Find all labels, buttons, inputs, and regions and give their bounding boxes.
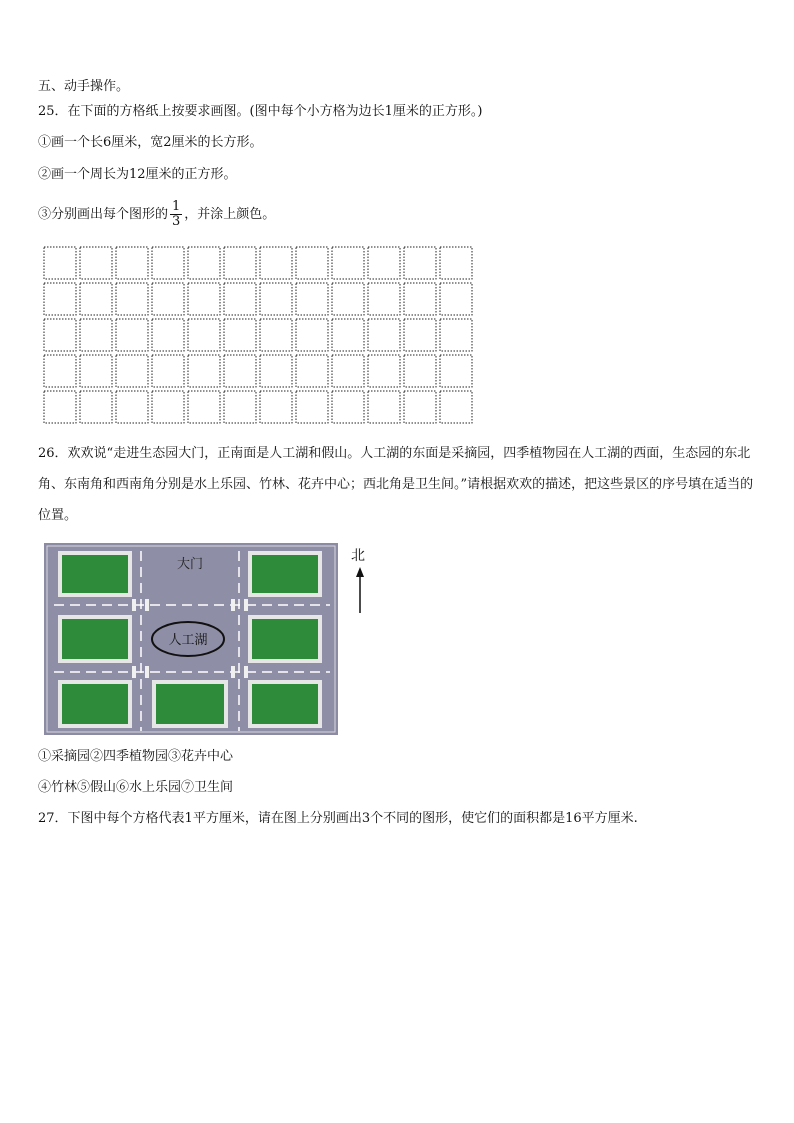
grid-cell[interactable]: [332, 319, 364, 351]
grid-cell[interactable]: [188, 283, 220, 315]
grid-cell[interactable]: [80, 247, 112, 279]
plot-southwest: [58, 680, 132, 728]
grid-cell[interactable]: [116, 319, 148, 351]
plot-southeast: [248, 680, 322, 728]
grid-cell[interactable]: [152, 355, 184, 387]
one-third-fraction: [170, 200, 182, 229]
grid-cell[interactable]: [260, 355, 292, 387]
grid-cell[interactable]: [224, 319, 256, 351]
q25-item-3-before: ③分别画出每个图形的: [38, 207, 169, 222]
grid-cell[interactable]: [116, 283, 148, 315]
grid-cell[interactable]: [368, 247, 400, 279]
grid-cell[interactable]: [440, 355, 472, 387]
grid-cell[interactable]: [296, 355, 328, 387]
grid-cell[interactable]: [152, 391, 184, 423]
section-title: 五、动手操作。: [38, 79, 130, 94]
q26-options-2: ④竹林⑤假山⑥水上乐园⑦卫生间: [38, 780, 234, 795]
grid-cell[interactable]: [152, 283, 184, 315]
q25-item-1: ①画一个长6厘米，宽2厘米的长方形。: [38, 135, 263, 150]
eco-park-map: [44, 543, 338, 735]
gate-label: 大门: [176, 557, 204, 572]
grid-cell[interactable]: [152, 319, 184, 351]
lake-label: 人工湖: [168, 633, 208, 648]
q25-stem: 25．在下面的方格纸上按要求画图。(图中每个小方格为边长1厘米的正方形。): [38, 104, 483, 119]
grid-cell[interactable]: [296, 283, 328, 315]
grid-cell[interactable]: [188, 319, 220, 351]
grid-cell[interactable]: [44, 391, 76, 423]
grid-cell[interactable]: [368, 283, 400, 315]
grid-cell[interactable]: [296, 391, 328, 423]
grid-cell[interactable]: [80, 391, 112, 423]
north-arrow-head: [356, 567, 364, 577]
grid-cell[interactable]: [44, 319, 76, 351]
grid-cell[interactable]: [188, 355, 220, 387]
grid-cell[interactable]: [440, 283, 472, 315]
plot-northeast: [248, 551, 322, 597]
grid-cell[interactable]: [224, 355, 256, 387]
grid-cell[interactable]: [260, 283, 292, 315]
grid-cell[interactable]: [260, 391, 292, 423]
grid-cell[interactable]: [44, 355, 76, 387]
grid-cell[interactable]: [404, 319, 436, 351]
grid-cell[interactable]: [332, 355, 364, 387]
grid-cell[interactable]: [116, 391, 148, 423]
grid-cell[interactable]: [116, 355, 148, 387]
grid-cell[interactable]: [440, 247, 472, 279]
grid-cell[interactable]: [188, 247, 220, 279]
north-label: 北: [351, 548, 365, 564]
grid-cell[interactable]: [440, 391, 472, 423]
grid-cell[interactable]: [404, 391, 436, 423]
q26-options-1: ①采摘园②四季植物园③花卉中心: [38, 749, 234, 764]
plot-east: [248, 615, 322, 663]
q25-item-3: [38, 200, 275, 230]
fraction-denominator: 3: [172, 214, 181, 229]
grid-cell[interactable]: [44, 283, 76, 315]
grid-cell[interactable]: [80, 319, 112, 351]
grid-cell[interactable]: [188, 391, 220, 423]
grid-cell[interactable]: [44, 247, 76, 279]
grid-cell[interactable]: [440, 319, 472, 351]
grid-cell[interactable]: [404, 247, 436, 279]
plot-south: [152, 680, 228, 728]
fraction-numerator: 1: [172, 199, 181, 214]
q25-item-2: ②画一个周长为12厘米的正方形。: [38, 167, 237, 182]
grid-cell[interactable]: [404, 355, 436, 387]
grid-cell[interactable]: [224, 391, 256, 423]
plot-west: [58, 615, 132, 663]
grid-cell[interactable]: [224, 283, 256, 315]
north-arrow: [346, 545, 374, 615]
grid-cell[interactable]: [116, 247, 148, 279]
grid-cell[interactable]: [368, 391, 400, 423]
grid-cell[interactable]: [260, 319, 292, 351]
plot-northwest: [58, 551, 132, 597]
q25-item-3-after: ，并涂上颜色。: [184, 207, 276, 222]
grid-cell[interactable]: [224, 247, 256, 279]
grid-cell[interactable]: [80, 283, 112, 315]
grid-cell[interactable]: [260, 247, 292, 279]
grid-cell[interactable]: [332, 247, 364, 279]
grid-cell[interactable]: [152, 247, 184, 279]
grid-cell[interactable]: [368, 319, 400, 351]
grid-cell[interactable]: [332, 283, 364, 315]
square-grid-paper[interactable]: [43, 246, 475, 426]
grid-cell[interactable]: [332, 391, 364, 423]
q26-text: 26．欢欢说“走进生态园大门，正南面是人工湖和假山。人工湖的东面是采摘园，四季植物园在人工湖的西面，生态园的东北角、东南角和西南角分别是水上乐园、竹林、花卉中心；西北角是卫生间。”请根据欢欢的描述，把这些景区的序号填在适当的位置。: [38, 446, 754, 523]
grid-cell[interactable]: [296, 319, 328, 351]
q27-stem: 27．下图中每个方格代表1平方厘米，请在图上分别画出3个不同的图形，使它们的面积都是16平方厘米.: [38, 811, 638, 826]
grid-cell[interactable]: [404, 283, 436, 315]
grid-cell[interactable]: [368, 355, 400, 387]
grid-cell[interactable]: [296, 247, 328, 279]
grid-cell[interactable]: [80, 355, 112, 387]
